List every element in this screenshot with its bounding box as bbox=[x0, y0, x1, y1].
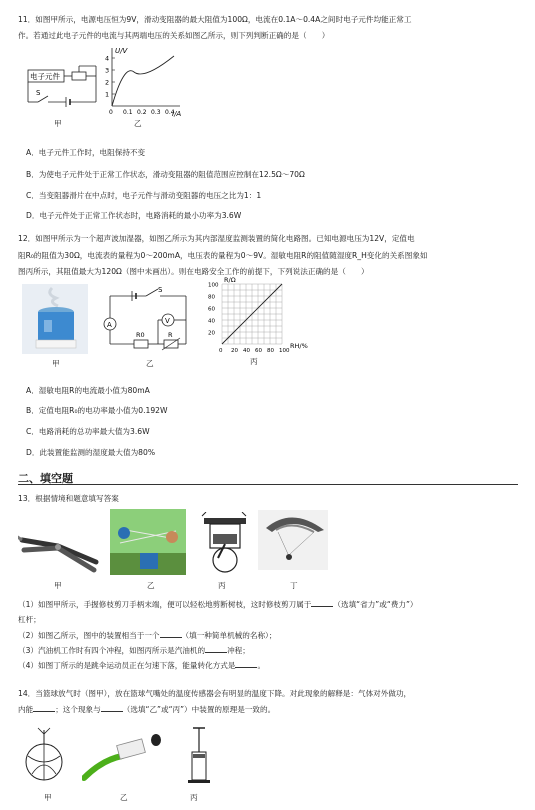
q14-caption-bing: 丙 bbox=[190, 793, 198, 802]
q11-option-c[interactable]: C．当变阻器滑片在中点时，电子元件与滑动变阻器的电压之比为1：1 bbox=[26, 191, 262, 200]
y-tick-label: 40 bbox=[208, 318, 215, 325]
q13-item-1: （1）如图甲所示，手握修枝剪刀手柄末端，便可以轻松地剪断树枝，这时修枝剪刀属于 （选填“省力”或“费力”） bbox=[18, 600, 418, 609]
x-tick-label: 0.4 bbox=[165, 109, 175, 116]
q13-title: 13．根据情境和题意填写答案 bbox=[18, 494, 119, 503]
y-axis-label: R/Ω bbox=[224, 276, 236, 284]
q11-stem-line1: 11．如图甲所示，电源电压恒为9V，滑动变阻器的最大阻值为100Ω，电流在0.1A～0.4A之间时电子元件均能正常工 bbox=[18, 15, 412, 24]
q11-iu-graph bbox=[100, 44, 190, 120]
r0-label: R0 bbox=[136, 331, 145, 339]
q13-caption-bing: 丙 bbox=[218, 581, 226, 590]
q14-stem-line1: 14．当篮球放气时（图甲），放在篮球气嘴处的温度传感器会有明显的温度下降。对此现象的解释是：气体对外做功， bbox=[18, 689, 412, 698]
switch-label: S bbox=[36, 89, 41, 97]
x-tick-label: 0.3 bbox=[151, 109, 161, 116]
pulley-photo bbox=[110, 509, 186, 575]
component-label: 电子元件 bbox=[30, 72, 60, 81]
x-tick-label: 20 bbox=[231, 348, 238, 354]
q14-stem-line2: 内能 ；这个现象与 （选填“乙”或“丙”）中装置的原理是一致的。 bbox=[18, 705, 276, 714]
q13-item-4: （4）如图丁所示的是跳伞运动员正在匀速下落，能量转化方式是 。 bbox=[18, 661, 266, 670]
resistor-r0 bbox=[134, 340, 148, 348]
section-title: 二、填空题 bbox=[18, 472, 73, 485]
q13-caption-jia: 甲 bbox=[54, 581, 62, 590]
q12-option-a[interactable]: A．湿敏电阻R的电流最小值为80mA bbox=[26, 386, 150, 395]
q14-caption-yi: 乙 bbox=[120, 793, 128, 802]
piston-cylinder-image bbox=[184, 726, 214, 786]
ammeter-label: A bbox=[107, 321, 112, 329]
section-divider bbox=[18, 484, 518, 485]
rheostat bbox=[72, 72, 86, 80]
q13-caption-yi: 乙 bbox=[147, 581, 155, 590]
q11-stem-line2: 作。若通过此电子元件的电流与其两端电压的关系如图乙所示，则下列判断正确的是（ ） bbox=[18, 31, 330, 40]
x-tick-label: 40 bbox=[243, 348, 250, 354]
x-tick-label: 0 bbox=[219, 348, 223, 354]
pruning-shears-image bbox=[18, 516, 100, 574]
q12-option-d[interactable]: D．此装置能监测的湿度最大值为80% bbox=[26, 448, 156, 457]
x-tick-label: 100 bbox=[279, 348, 290, 354]
y-tick-label: 2 bbox=[105, 78, 110, 87]
q11-option-b[interactable]: B．为使电子元件处于正常工作状态，滑动变阻器的阻值范围应控制在12.5Ω～70Ω bbox=[26, 170, 305, 179]
y-tick-label: 80 bbox=[208, 294, 215, 301]
q13-item-1b: 杠杆； bbox=[18, 615, 41, 624]
q12-caption-jia: 甲 bbox=[52, 359, 60, 368]
x-tick-label: 60 bbox=[255, 348, 262, 354]
iu-curve bbox=[112, 56, 174, 106]
q12-circuit-diagram bbox=[98, 284, 198, 356]
y-tick-label: 60 bbox=[208, 306, 215, 313]
q13-item-3: （3）汽油机工作时有四个冲程，如图丙所示是汽油机的 冲程； bbox=[18, 646, 250, 655]
q12-option-c[interactable]: C．电路消耗的总功率最大值为3.6W bbox=[26, 427, 150, 436]
q13-item-2: （2）如图乙所示，图中的装置相当于一个 （填一种简单机械的名称）； bbox=[18, 631, 277, 640]
q14-blank-1[interactable] bbox=[33, 704, 55, 712]
q13-blank-3[interactable] bbox=[205, 645, 227, 653]
y-tick-label: 3 bbox=[105, 66, 110, 75]
x-axis-label: RH/% bbox=[290, 342, 308, 350]
switch-s bbox=[146, 289, 158, 296]
q11-caption-yi: 乙 bbox=[134, 119, 142, 128]
y-tick-label: 20 bbox=[208, 330, 215, 337]
q11-option-d[interactable]: D．电子元件处于正常工作状态时，电路消耗的最小功率为3.6W bbox=[26, 211, 242, 220]
q12-caption-yi: 乙 bbox=[146, 359, 154, 368]
y-tick-label: 4 bbox=[105, 54, 110, 63]
x-tick-label: 0.2 bbox=[137, 109, 147, 116]
parachute-photo bbox=[258, 510, 328, 570]
q12-option-b[interactable]: B．定值电阻R₀的电功率最小值为0.192W bbox=[26, 406, 168, 415]
q12-stem-line1: 12．如图甲所示为一个超声波加湿器，如图乙所示为其内部湿度监测装置的简化电路图。已知电源电压为12V，定值电 bbox=[18, 234, 415, 243]
q14-blank-2[interactable] bbox=[101, 704, 123, 712]
q12-stem-line3: 图丙所示，其阻值最大为120Ω（图中未画出）。则在电路安全工作的前提下，下列说法正确的是（ ） bbox=[18, 267, 369, 276]
q13-blank-2[interactable] bbox=[160, 630, 182, 638]
q11-option-a[interactable]: A．电子元件工作时，电阻保持不变 bbox=[26, 148, 146, 157]
q13-blank-1[interactable] bbox=[311, 599, 333, 607]
y-tick-label: 100 bbox=[208, 282, 219, 289]
q13-caption-ding: 丁 bbox=[290, 581, 298, 590]
switch-label: S bbox=[158, 286, 163, 294]
q12-r-rh-graph bbox=[204, 274, 316, 360]
r-label: R bbox=[168, 331, 173, 339]
q13-blank-4[interactable] bbox=[235, 660, 257, 668]
y-tick-label: 1 bbox=[105, 90, 110, 99]
q11-caption-jia: 甲 bbox=[54, 119, 62, 128]
x-tick-label: 80 bbox=[267, 348, 274, 354]
x-tick-label: 0 bbox=[109, 109, 113, 116]
cork-tube-image bbox=[82, 730, 172, 782]
x-axis-label: I/A bbox=[172, 110, 182, 118]
q11-circuit-diagram bbox=[26, 62, 106, 114]
q14-caption-jia: 甲 bbox=[44, 793, 52, 802]
voltmeter-label: V bbox=[165, 317, 170, 325]
y-axis-label: U/V bbox=[115, 47, 128, 55]
x-tick-label: 0.1 bbox=[123, 109, 133, 116]
q12-caption-bing: 丙 bbox=[250, 357, 258, 366]
q12-stem-line2: 阻R₀的阻值为30Ω，电流表的量程为0～200mA，电压表的量程为0～9V。湿敏电阻R的阻值随湿度R_H变化的关系图象如 bbox=[18, 251, 428, 260]
humidifier-image bbox=[22, 284, 88, 354]
engine-cylinder-image bbox=[196, 512, 254, 576]
basketball-image bbox=[18, 726, 70, 784]
